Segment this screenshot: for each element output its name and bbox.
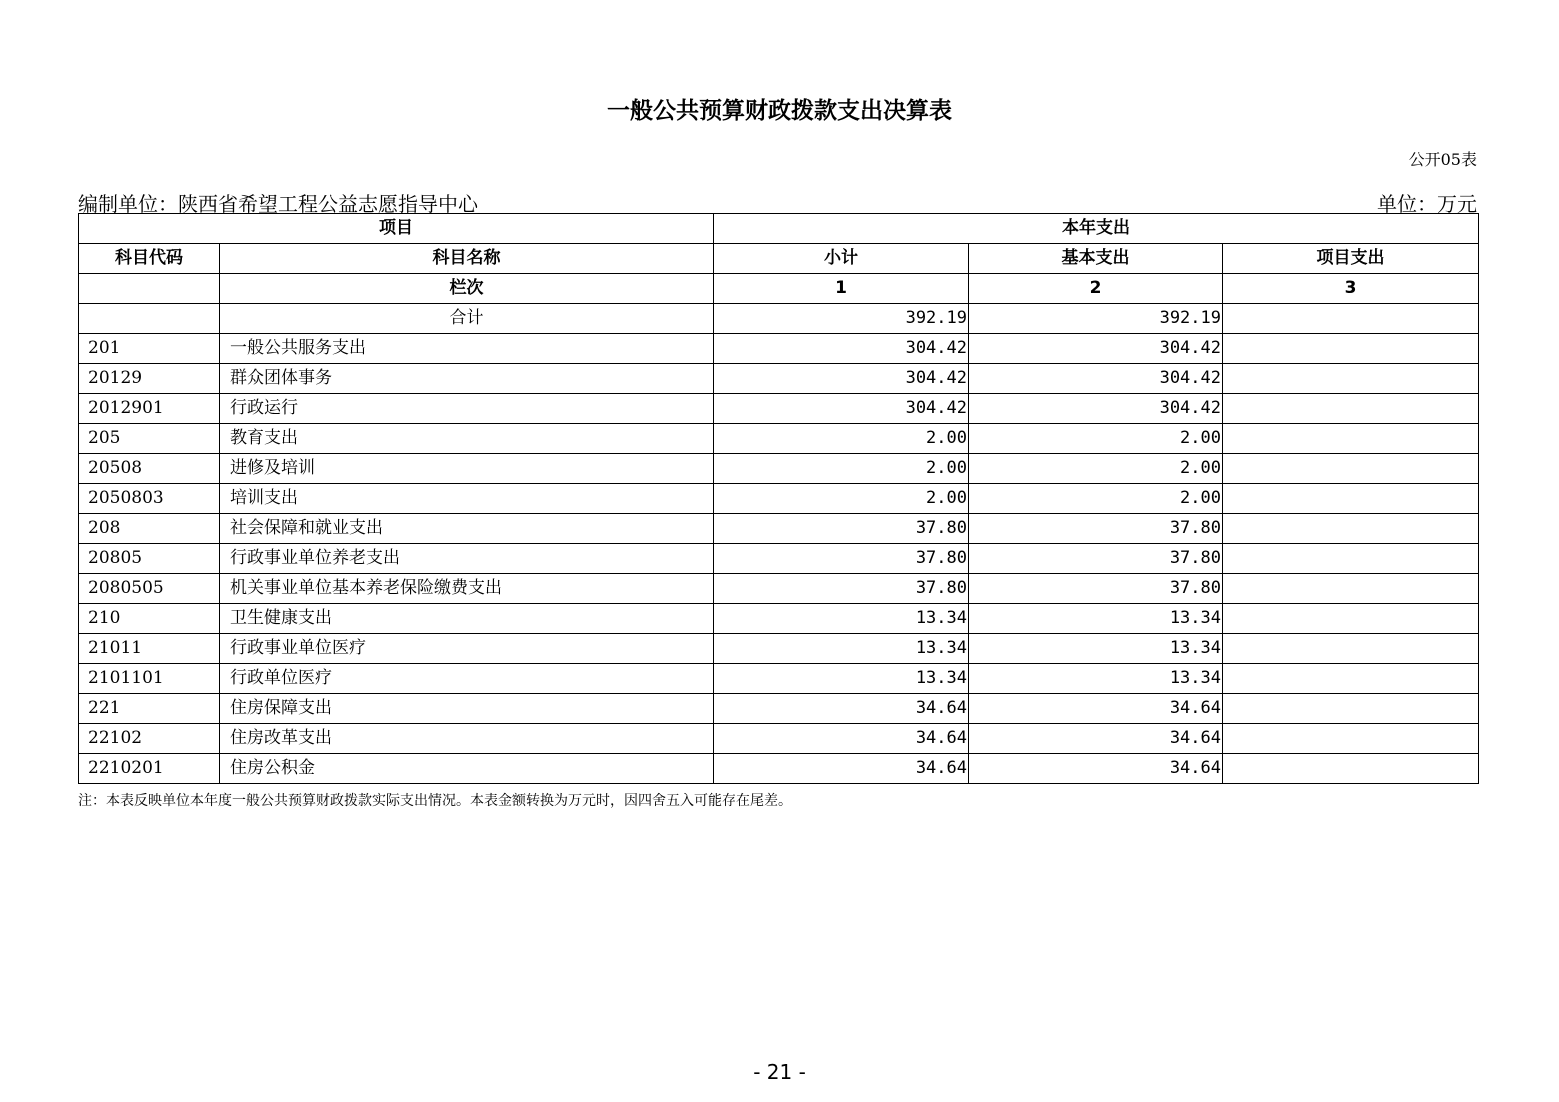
- subtotal-cell: 304.42: [714, 334, 969, 364]
- compiling-unit: 编制单位：陕西省希望工程公益志愿指导中心: [78, 192, 478, 216]
- table-row: [79, 394, 1479, 424]
- project-expense-cell: [1223, 424, 1479, 454]
- footnote: 注：本表反映单位本年度一般公共预算财政拨款实际支出情况。本表金额转换为万元时，因四舍五入可能存在尾差。: [78, 793, 792, 809]
- subtotal-cell: 34.64: [714, 694, 969, 724]
- basic-expense-cell: 2.00: [969, 454, 1223, 484]
- subtotal-cell: 2.00: [714, 484, 969, 514]
- header-subject-code: 科目代码: [79, 244, 220, 274]
- subtotal-cell: 304.42: [714, 394, 969, 424]
- currency-unit: 单位：万元: [1377, 192, 1477, 216]
- total-code-cell: [79, 304, 220, 334]
- subtotal-cell: 304.42: [714, 364, 969, 394]
- header-row-3: [79, 274, 1479, 304]
- table-row: [79, 634, 1479, 664]
- basic-expense-cell: 37.80: [969, 544, 1223, 574]
- subject-code-cell: 208: [79, 514, 220, 544]
- project-expense-cell: [1223, 484, 1479, 514]
- total-project: [1223, 304, 1479, 334]
- total-label: 合计: [220, 304, 714, 334]
- subject-name-cell: 住房保障支出: [220, 694, 714, 724]
- header-col-2: 2: [969, 274, 1223, 304]
- table-row: [79, 544, 1479, 574]
- page-title: 一般公共预算财政拨款支出决算表: [607, 98, 952, 124]
- page-number: - 21 -: [753, 1060, 806, 1084]
- subtotal-cell: 2.00: [714, 454, 969, 484]
- project-expense-cell: [1223, 604, 1479, 634]
- project-expense-cell: [1223, 634, 1479, 664]
- subject-name-cell: 群众团体事务: [220, 364, 714, 394]
- basic-expense-cell: 34.64: [969, 754, 1223, 784]
- subject-name-cell: 行政事业单位医疗: [220, 634, 714, 664]
- project-expense-cell: [1223, 754, 1479, 784]
- header-project-expense: 项目支出: [1223, 244, 1479, 274]
- subject-code-cell: 205: [79, 424, 220, 454]
- subject-code-cell: 2080505: [79, 574, 220, 604]
- subject-name-cell: 行政运行: [220, 394, 714, 424]
- subject-name-cell: 住房公积金: [220, 754, 714, 784]
- header-blank-cell: [79, 274, 220, 304]
- subject-code-cell: 21011: [79, 634, 220, 664]
- total-basic: 392.19: [969, 304, 1223, 334]
- table-row: [79, 724, 1479, 754]
- project-expense-cell: [1223, 454, 1479, 484]
- table-row: [79, 574, 1479, 604]
- subject-name-cell: 进修及培训: [220, 454, 714, 484]
- header-current-year-expense: 本年支出: [714, 214, 1479, 244]
- header-subject-name: 科目名称: [220, 244, 714, 274]
- table-row: [79, 334, 1479, 364]
- header-row-1: [79, 214, 1479, 244]
- subtotal-cell: 37.80: [714, 544, 969, 574]
- subject-code-cell: 2210201: [79, 754, 220, 784]
- expense-table: [78, 213, 1479, 784]
- subtotal-cell: 13.34: [714, 664, 969, 694]
- basic-expense-cell: 304.42: [969, 394, 1223, 424]
- subject-code-cell: 2050803: [79, 484, 220, 514]
- table-row: [79, 484, 1479, 514]
- project-expense-cell: [1223, 574, 1479, 604]
- basic-expense-cell: 2.00: [969, 424, 1223, 454]
- table-row: [79, 754, 1479, 784]
- total-subtotal: 392.19: [714, 304, 969, 334]
- project-expense-cell: [1223, 694, 1479, 724]
- basic-expense-cell: 304.42: [969, 334, 1223, 364]
- table-row: [79, 604, 1479, 634]
- basic-expense-cell: 37.80: [969, 574, 1223, 604]
- header-column-label: 栏次: [220, 274, 714, 304]
- header-row-2: [79, 244, 1479, 274]
- subject-name-cell: 机关事业单位基本养老保险缴费支出: [220, 574, 714, 604]
- table-row: [79, 514, 1479, 544]
- subject-code-cell: 2012901: [79, 394, 220, 424]
- subject-name-cell: 卫生健康支出: [220, 604, 714, 634]
- header-project: 项目: [79, 214, 714, 244]
- subtotal-cell: 34.64: [714, 754, 969, 784]
- subject-name-cell: 行政单位医疗: [220, 664, 714, 694]
- subject-name-cell: 社会保障和就业支出: [220, 514, 714, 544]
- header-subtotal: 小计: [714, 244, 969, 274]
- total-row: [79, 304, 1479, 334]
- project-expense-cell: [1223, 724, 1479, 754]
- subtotal-cell: 13.34: [714, 634, 969, 664]
- subject-code-cell: 22102: [79, 724, 220, 754]
- subject-code-cell: 20129: [79, 364, 220, 394]
- project-expense-cell: [1223, 334, 1479, 364]
- table-row: [79, 694, 1479, 724]
- subject-name-cell: 培训支出: [220, 484, 714, 514]
- project-expense-cell: [1223, 364, 1479, 394]
- project-expense-cell: [1223, 514, 1479, 544]
- basic-expense-cell: 13.34: [969, 634, 1223, 664]
- header-basic-expense: 基本支出: [969, 244, 1223, 274]
- project-expense-cell: [1223, 664, 1479, 694]
- header-col-1: 1: [714, 274, 969, 304]
- basic-expense-cell: 34.64: [969, 694, 1223, 724]
- header-col-3: 3: [1223, 274, 1479, 304]
- project-expense-cell: [1223, 394, 1479, 424]
- basic-expense-cell: 37.80: [969, 514, 1223, 544]
- subject-code-cell: 201: [79, 334, 220, 364]
- subtotal-cell: 2.00: [714, 424, 969, 454]
- table-row: [79, 454, 1479, 484]
- subject-code-cell: 210: [79, 604, 220, 634]
- basic-expense-cell: 13.34: [969, 604, 1223, 634]
- basic-expense-cell: 34.64: [969, 724, 1223, 754]
- subtotal-cell: 34.64: [714, 724, 969, 754]
- form-number: 公开05表: [1408, 150, 1477, 169]
- basic-expense-cell: 304.42: [969, 364, 1223, 394]
- subject-name-cell: 行政事业单位养老支出: [220, 544, 714, 574]
- subject-code-cell: 2101101: [79, 664, 220, 694]
- table-row: [79, 424, 1479, 454]
- subtotal-cell: 37.80: [714, 574, 969, 604]
- table-row: [79, 364, 1479, 394]
- subject-name-cell: 教育支出: [220, 424, 714, 454]
- basic-expense-cell: 2.00: [969, 484, 1223, 514]
- subject-name-cell: 一般公共服务支出: [220, 334, 714, 364]
- subtotal-cell: 37.80: [714, 514, 969, 544]
- subject-code-cell: 20805: [79, 544, 220, 574]
- basic-expense-cell: 13.34: [969, 664, 1223, 694]
- project-expense-cell: [1223, 544, 1479, 574]
- subject-code-cell: 20508: [79, 454, 220, 484]
- subtotal-cell: 13.34: [714, 604, 969, 634]
- table-row: [79, 664, 1479, 694]
- subject-code-cell: 221: [79, 694, 220, 724]
- subject-name-cell: 住房改革支出: [220, 724, 714, 754]
